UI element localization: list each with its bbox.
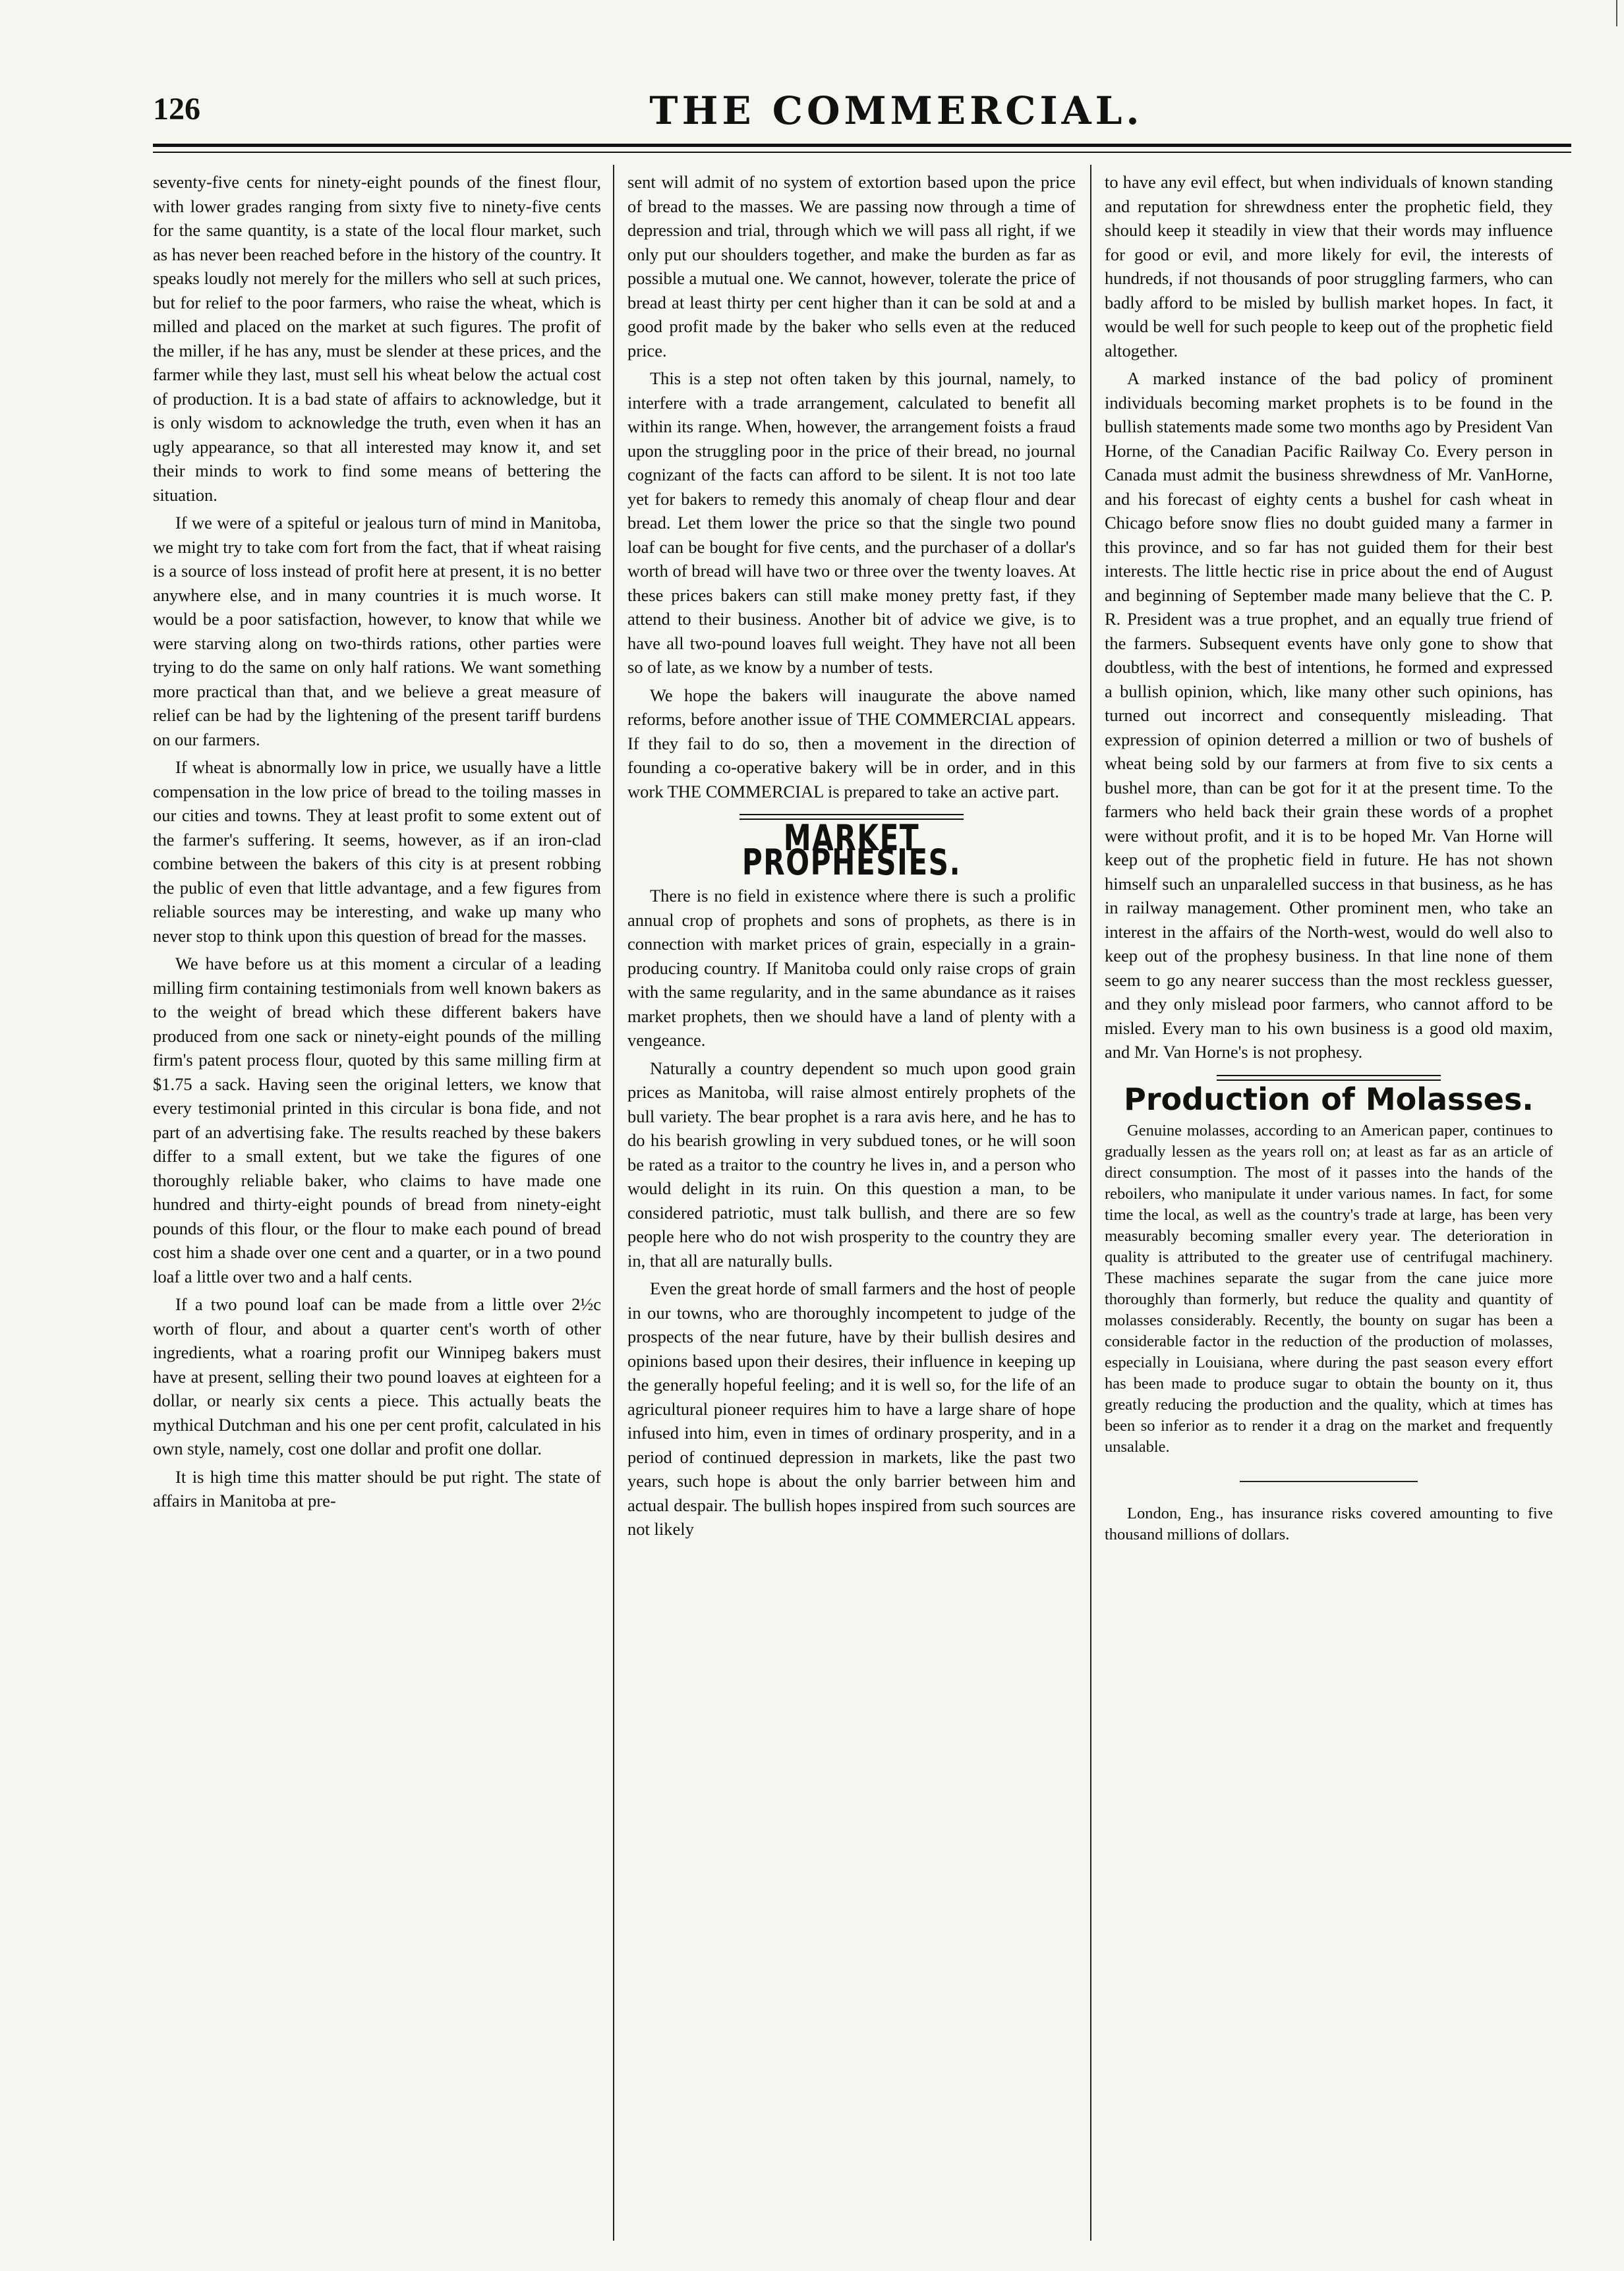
- masthead-rule-thin: [153, 152, 1571, 153]
- molasses-heading: Production of Molasses.: [1124, 1081, 1534, 1117]
- paragraph: London, Eng., has insurance risks covered amounting to five thousand millions of dollars.: [1105, 1504, 1553, 1543]
- scan-edge-mark: [1616, 0, 1617, 26]
- paragraph: Genuine molasses, according to an American paper, continues to gradually lessen as the years roll on; at least as far as an article of direct consumption. The most of it passes into the hands of the reboilers, who manipulate it under various names. In fact, for some time the local, as well as the country's trade at large, has been very measurably becoming smaller every year. The deterioration in quality is attributed to the greater use of centrifugal machinery. These machines separate the sugar from the cane juice more thoroughly than formerly, but reduce the quality and quantity of molasses considerably. Recently, the bounty on sugar has been a considerable factor in the reduction of the production of molasses, especially in Louisiana, where during the past season every effort has been made to produce sugar to obtain the bounty on it, thus greatly reducing the production and the quality, which at times has been so inferior as to render it a drag on the market and frequently unsalable.: [1105, 1122, 1553, 1456]
- column-1: [153, 170, 601, 1517]
- page-number: 126: [153, 92, 200, 127]
- paragraph: Even the great horde of small farmers and the host of people in our towns, who are thoroughly incompetent to judge of the prospects of the near future, have by their bullish desires and opinions based upon their desires, their influence in keeping up the generally hopeful feeling; and it is well so, for the life of an agricultural pioneer requires him to have a large share of hope infused into him, even in times of ordinary prosperity, and in a period of continued depression in markets, like the past two years, such hope is about the only barrier between him and actual despair. The bullish hopes inspired from such sources are not likely: [627, 1279, 1076, 1539]
- paragraph: If a two pound loaf can be made from a little over 2½c worth of flour, and about a quarter cent's worth of other ingredients, what a roaring profit our Winnipeg bakers must have at present, selling their two pound loaves at eighteen for a dollar, or nearly six cents a piece. This actually beats the mythical Dutchman and his one per cent profit, calculated in his own style, namely, cost one dollar and profit one dollar.: [153, 1294, 601, 1458]
- heading-rule: [1217, 1075, 1441, 1081]
- paragraph: It is high time this matter should be put right. The state of affairs in Manitoba at pre-: [153, 1466, 601, 1510]
- masthead-rule: [153, 144, 1571, 147]
- paragraph: sent will admit of no system of extortion based upon the price of bread to the masses. We are passing now through a time of depression and trial, through which we will pass all right, if we only put our shoulders together, and make the burden as far as possible a mutual one. We cannot, however, tolerate the price of bread at least thirty per cent higher than it can be sold at and a good profit made by the baker who sells even at the reduced price.: [627, 172, 1076, 360]
- column-divider: [613, 165, 614, 2241]
- column-2: [627, 170, 1076, 1545]
- section-separator: [1105, 1468, 1553, 1493]
- paragraph: to have any evil effect, but when individuals of known standing and reputation for shrewdness enter the prophetic field, they should keep it steadily in view that their words may influence for good or evil, and more likely for evil, the interests of hundreds, if not thousands of poor struggling farmers, who can badly afford to be misled by bullish market hopes. In fact, it would be well for such people to keep out of the prophetic field altogether.: [1105, 172, 1553, 360]
- column-3: [1105, 170, 1553, 1549]
- paragraph: This is a step not often taken by this journal, namely, to interfere with a trade arrangement, calculated to benefit all within its range. When, however, the arrangement foists a fraud upon the struggling poor in the price of their bread, no journal cognizant of the facts can afford to be silent. It is not too late yet for bakers to remedy this anomaly of cheap flour and dear bread. Let them lower the price so that the single two pound loaf can be bought for five cents, and the purchaser of a dollar's worth of bread will have two or three over the twenty loaves. At these prices bakers can still make money pretty fast, if they attend to their business. Another bit of advice we give, is to have all two-pound loaves full weight. They have not all been so of late, as we know by a number of tests.: [627, 368, 1076, 677]
- paragraph: Naturally a country dependent so much upon good grain prices as Manitoba, will raise almost entirely prophets of the bull variety. The bear prophet is a rara avis here, and he has to do his bearish growling in very subdued tones, or he will soon be rated as a traitor to the country he lives in, and a person who would delight in its ruin. On this question a man, to be considered patriotic, must talk bullish, and there are so few people here who do not wish prosperity to the country they are in, that all are naturally bulls.: [627, 1058, 1076, 1271]
- paragraph: If we were of a spiteful or jealous turn of mind in Manitoba, we might try to take com fort from the fact, that if wheat raising is a source of loss instead of profit here at present, it is no better anywhere else, and in many countries it is much worse. It would be a poor satisfaction, however, to know that while we were starving along on two-thirds rations, other parties were trying to do the same on only half rations. We want something more practical than that, and we believe a great measure of relief can be had by the lightening of the present tariff burdens on our farmers.: [153, 513, 601, 749]
- paragraph: We have before us at this moment a circular of a leading milling firm containing testimonials from well known bakers as to the weight of bread which these different bakers have produced from one sack or ninety-eight pounds of the milling firm's patent process flour, quoted by this same milling firm at $1.75 a sack. Having seen the original letters, we know that every testimonial printed in this circular is bona fide, and not part of an advertising fake. The results reached by these bakers differ to a small extent, but we take the figures of one thoroughly reliable baker, who claims to have made one hundred and thirty-eight pounds of bread from ninety-eight pounds of this flour, or the flour to make each pound of bread cost him a shade over one cent and a quarter, or in a two pound loaf a little over two and a half cents.: [153, 954, 601, 1286]
- column-divider: [1090, 165, 1091, 2241]
- paragraph: seventy-five cents for ninety-eight pounds of the finest flour, with lower grades ranging from sixty five to ninety-five cents for the same quantity, is a state of the local flour market, such as has never been reached before in the history of the country. It speaks loudly not merely for the millers who sell at such prices, but for relief to the poor farmers, who raise the wheat, which is milled and placed on the market at such figures. The profit of the miller, if he has any, must be slender at these prices, and the farmer while they last, must sell his wheat below the actual cost of production. It is a bad state of affairs to acknowledge, but it is only wisdom to acknowledge the truth, even when it has an ugly appearance, so that all interested may know it, and set their minds to work to find some means of bettering the situation.: [153, 172, 601, 505]
- paragraph: We hope the bakers will inaugurate the above named reforms, before another issue of THE COMMERCIAL appears. If they fail to do so, then a movement in the direction of founding a co-operative bakery will be in order, and in this work THE COMMERCIAL is prepared to take an active part.: [627, 685, 1076, 801]
- market-prophesies-heading: MARKET PROPHESIES.: [741, 817, 962, 883]
- paragraph: A marked instance of the bad policy of prominent individuals becoming market prophets is to be found in the bullish statements made some two months ago by President Van Horne, of the Canadian Pacific Railway Co. Every person in Canada must admit the business shrewdness of Mr. VanHorne, and his forecast of eighty cents a bushel for cash wheat in Chicago before snow flies no doubt guided many a farmer in this province, and so far has not guided them for their best interests. The little hectic rise in price about the end of August and beginning of September made many believe that the C. P. R. President was a true prophet, and an equally true friend of the farmers. Subsequent events have only gone to show that doubtless, with the best of intentions, he formed and expressed a bullish opinion, which, like many other such opinions, has turned out incorrect and consequently misleading. That expression of opinion deterred a million or two of bushels of wheat being sold by our farmers at from five to six cents a bushel more, than can be got for it at the present time. To the farmers who held back their grain these words of a prophet were without profit, and it is to be hoped Mr. Van Horne will keep out of the prophetic field in future. He has not shown himself such an unparalelled success in that business, as he has in railway management. Other prominent men, who take an interest in the affairs of the North-west, would do well also to keep out of the prophesy business. In that line none of them seem to go any nearer success than the most reckless guesser, and they only mislead poor farmers, who cannot afford to be misled. Every man to his own business is a good old maxim, and Mr. Van Horne's is not prophesy.: [1105, 368, 1553, 1062]
- paragraph: There is no field in existence where there is such a prolific annual crop of prophets and sons of prophets, as there is in connection with market prices of grain, especially in a grain-producing country. If Manitoba could only raise crops of grain with the same regularity, and in the same abundance as it raises market prophets, then we should have a land of plenty with a vengeance.: [627, 886, 1076, 1050]
- masthead-title: THE COMMERCIAL.: [649, 88, 1144, 133]
- paragraph: If wheat is abnormally low in price, we usually have a little compensation in the low price of bread to the toiling masses in our cities and towns. They at least profit to some extent out of the farmer's suffering. It seems, however, as if an iron-clad combine between the bakers of this city is at present robbing the public of even that little advantage, and a few figures from reliable sources may be interesting, and wake up many who never stop to think upon this question of bread for the masses.: [153, 757, 601, 946]
